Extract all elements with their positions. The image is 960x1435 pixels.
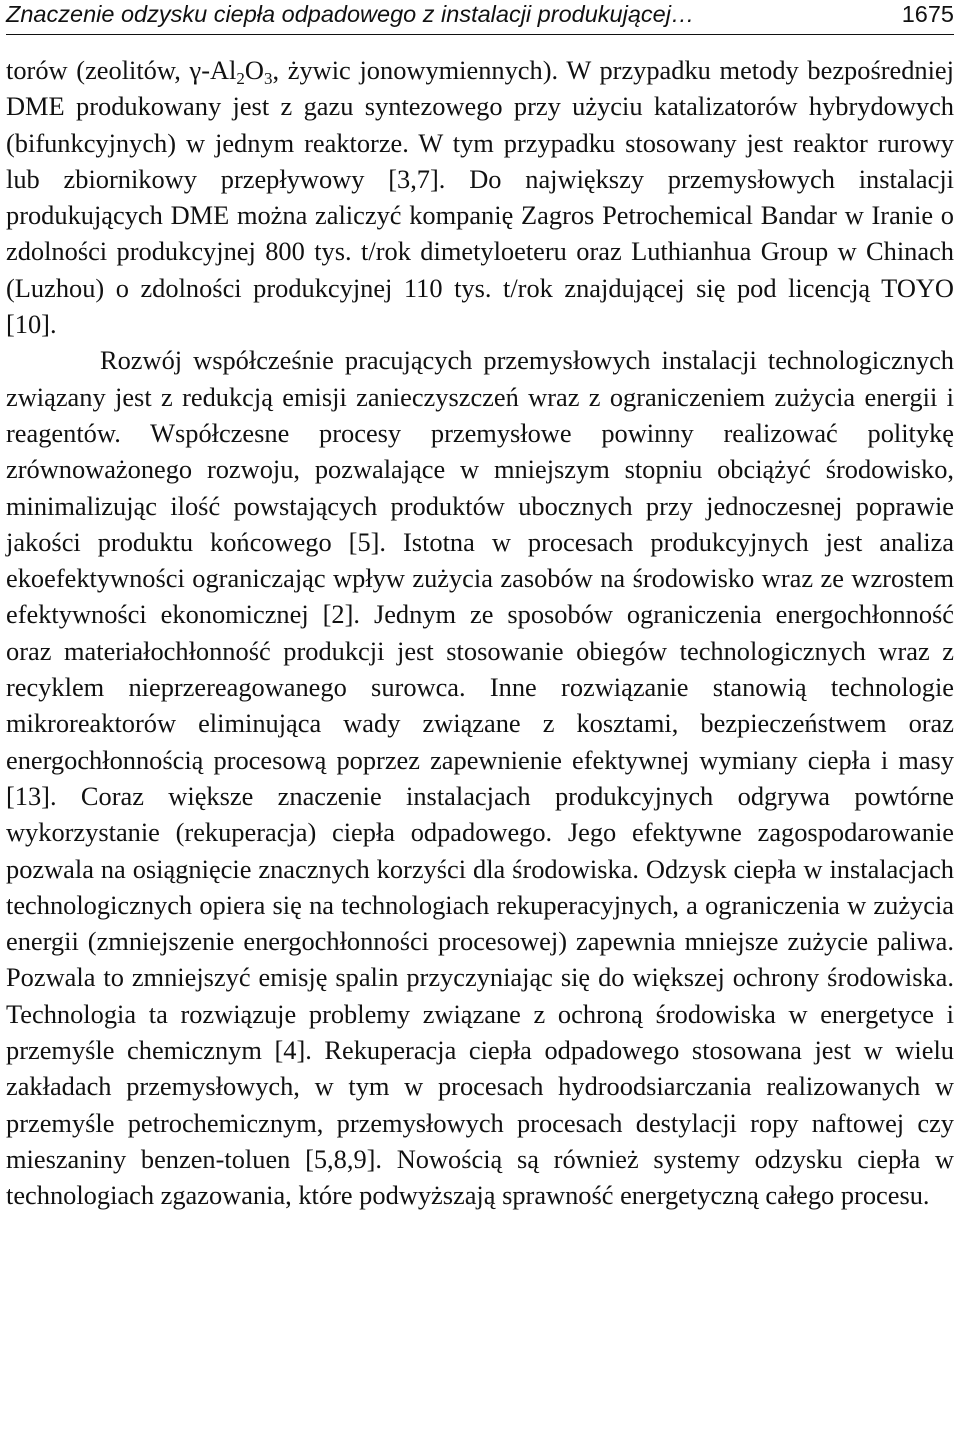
running-header xyxy=(6,0,954,30)
paragraph-1 xyxy=(6,52,954,342)
running-title: Znaczenie odzysku ciepła odpadowego z instalacji produkującej… xyxy=(6,1,695,27)
header-rule xyxy=(6,34,954,35)
paragraph-1-rest: , żywic jonowymiennych). W przypadku metody bezpośredniej DME produkowany jest z gazu syntezowego przy użyciu katalizatorów hybrydowych (bifunkcyjnych) w jednym reaktorze. W tym przypadku stosowany jest reaktor rurowy lub zbiornikowy przepływowy [3,7]. Do największy przemysłowych instalacji produkujących DME można zaliczyć kompanię Zagros Petrochemical Bandar w Iranie o zdolności produkcyjnej 800 tys. t/rok dimetyloeteru oraz Luthianhua Group w Chinach (Luzhou) o zdolności produkcyjnej 110 tys. t/rok znajdującej się pod licencją TOYO [10]. xyxy=(6,55,954,340)
subscript-2: 2 xyxy=(236,69,245,88)
paragraph-2: Rozwój współcześnie pracujących przemysłowych instalacji technologicznych związany jest z redukcją emisji zanieczyszczeń wraz z ograniczeniem zużycia energii i reagentów. Współczesne procesy przemysłowe powinny realizować politykę zrównoważonego rozwoju, pozwalające w mniejszym stopniu obciążyć środowisko, minimalizując ilość powstających produktów ubocznych przy jednoczesnej poprawie jakości produktu końcowego [5]. Istotna w procesach produkcyjnych jest analiza ekoefektywności ograniczając wpływ zużycia zasobów na środowisko wraz ze wzrostem efektywności ekonomicznej [2]. Jednym ze sposobów ograniczenia energochłonność oraz materiałochłonność produkcji jest stosowanie obiegów technologicznych wraz z recyklem nieprzereagowanego surowca. Inne rozwiązanie stanowią technologie mikroreaktorów eliminująca wady związane z kosztami, bezpieczeństwem oraz energochłonnością procesową poprzez zapewnienie efektywnej wymiany ciepła i masy [13]. Coraz większe znaczenie instalacjach produkcyjnych odgrywa powtórne wykorzystanie (rekuperacja) ciepła odpadowego. Jego efektywne zagospodarowanie pozwala na osiągnięcie znacznych korzyści dla środowiska. Odzysk ciepła w instalacjach technologicznych opiera się na technologiach rekuperacyjnych, a ograniczenia w zużycia energii (zmniejszenie energochłonności procesowej) zapewnia mniejsze zużycie paliwa. Pozwala to zmniejszyć emisję spalin przyczyniając się do większej ochrony środowiska. Technologia ta rozwiązuje problemy związane z ochroną środowiska w energetyce i przemyśle chemicznym [4]. Rekuperacja ciepła odpadowego stosowana jest w wielu zakładach przemysłowych, w tym w procesach hydroodsiarczania realizowanych w przemyśle petrochemicznym, przemysłowych procesach destylacji ropy naftowej czy mieszaniny benzen-toluen [5,8,9]. Nowością są również systemy odzysku ciepła w technologiach zgazowania, które podwyższają sprawność energetyczną całego procesu. xyxy=(6,345,954,1211)
paragraph-1-oxygen: O xyxy=(244,55,264,85)
page-number: 1675 xyxy=(901,1,954,27)
paragraph-1-lead: torów (zeolitów, γ-Al xyxy=(6,55,237,85)
body-text xyxy=(6,52,954,1214)
subscript-3: 3 xyxy=(263,69,273,88)
